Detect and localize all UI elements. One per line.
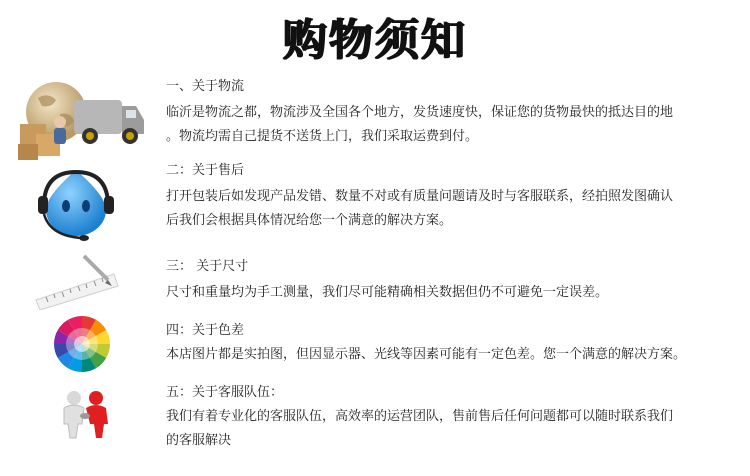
page-title: 购物须知: [283, 15, 467, 66]
section-text-line: 打开包装后如发现产品发错、数量不对或有质量问题请及时与客服联系，经拍照发图确认: [166, 189, 674, 204]
handshake-people-icon: [60, 390, 110, 442]
section-heading: 四：关于色差: [166, 323, 245, 338]
section-heading: 二：关于售后: [166, 163, 245, 178]
section-text-line: 我们有着专业化的客服队伍，高效率的运营团队，售前售后任何问题都可以随时联系我们: [166, 409, 674, 424]
section-text-line: 后我们会根据具体情况给您一个满意的解决方案。: [166, 213, 453, 228]
section-text-line: 本店图片都是实拍图，但因显示器、光线等因素可能有一定色差。您一个满意的解决方案。: [166, 347, 687, 362]
section-heading: 一、关于物流: [166, 79, 245, 94]
section-heading: 三： 关于尺寸: [166, 259, 249, 274]
ruler-pen-icon: [34, 252, 120, 310]
section-text-line: 的客服解决: [166, 433, 232, 448]
section-text-line: 。物流均需自己提货不送货上门，我们采取运费到付。: [166, 129, 479, 144]
section-heading: 五：关于客服队伍：: [166, 385, 284, 400]
section-text-line: 尺寸和重量均为手工测量，我们尽可能精确相关数据但仍不可避免一定误差。: [166, 285, 609, 300]
customer-service-headset-icon: [34, 166, 120, 244]
delivery-truck-globe-boxes-icon: [16, 80, 146, 162]
color-wheel-icon: [52, 314, 112, 374]
section-text-line: 临沂是物流之都，物流涉及全国各个地方，发货速度快，保证您的货物最快的抵达目的地: [166, 105, 674, 120]
